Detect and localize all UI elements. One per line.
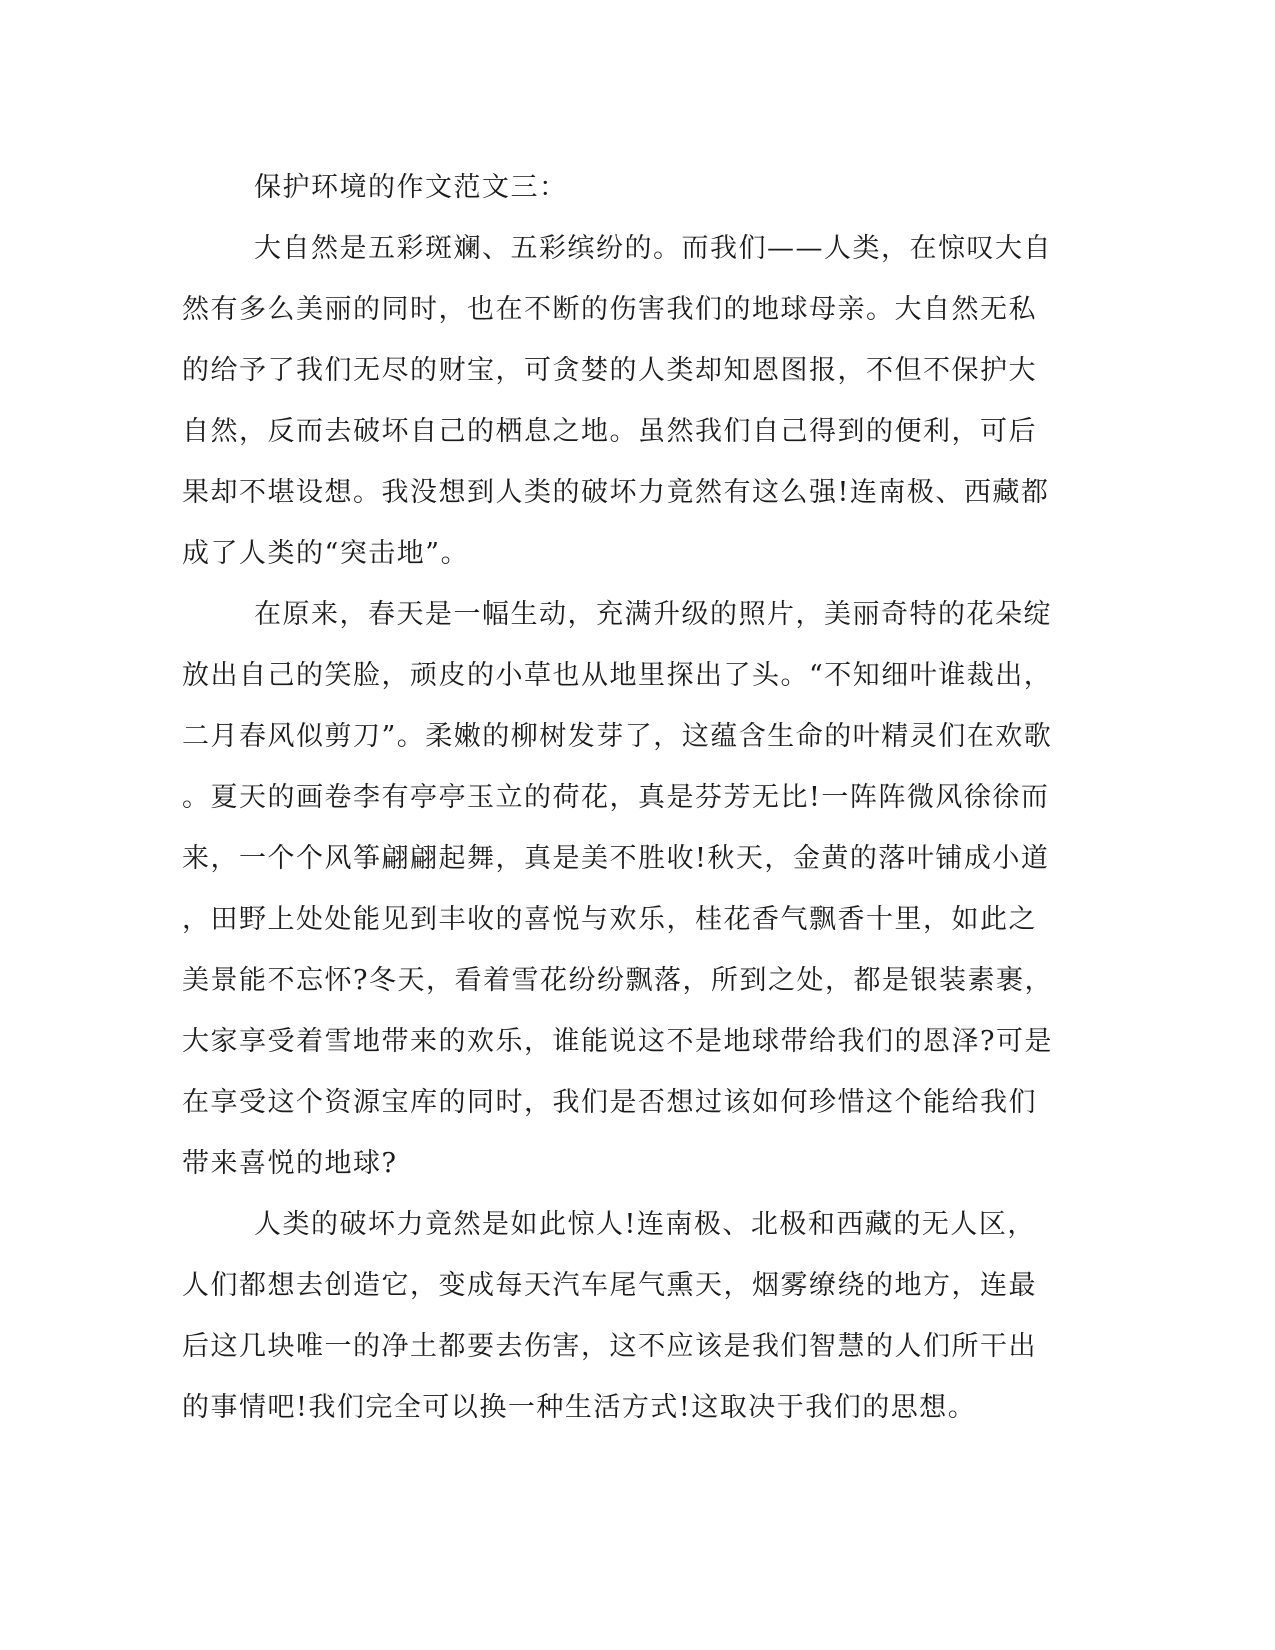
paragraph-line: 然有多么美丽的同时，也在不断的伤害我们的地球母亲。大自然无私 (182, 294, 1037, 325)
paragraph-line: 的给予了我们无尽的财宝，可贪婪的人类却知恩图报，不但不保护大 (182, 355, 1037, 386)
paragraph-line: 带来喜悦的地球? (182, 1148, 398, 1179)
document-body (182, 157, 1053, 1438)
paragraph-line: 放出自己的笑脸，顽皮的小草也从地里探出了头。“不知细叶谁裁出， (182, 660, 1053, 691)
essay-heading: 保护环境的作文范文三： (254, 172, 568, 203)
paragraph-line: ，田野上处处能见到丰收的喜悦与欢乐，桂花香气飘香十里，如此之 (182, 904, 1037, 935)
paragraph-line: 人们都想去创造它，变成每天汽车尾气熏天，烟雾缭绕的地方，连最 (182, 1270, 1037, 1301)
paragraph-line: 的事情吧!我们完全可以换一种生活方式!这取决于我们的思想。 (182, 1392, 977, 1423)
paragraph-line: 后这几块唯一的净土都要去伤害，这不应该是我们智慧的人们所干出 (182, 1331, 1037, 1362)
paragraph-line: 人类的破坏力竟然是如此惊人!连南极、北极和西藏的无人区， (254, 1209, 1036, 1240)
paragraph-line: 来，一个个风筝翩翩起舞，真是美不胜收!秋天，金黄的落叶铺成小道 (182, 843, 1050, 874)
paragraph-line: 在原来，春天是一幅生动，充满升级的照片，美丽奇特的花朵绽 (254, 599, 1052, 630)
paragraph-line: 美景能不忘怀?冬天，看着雪花纷纷飘落，所到之处，都是银装素裹， (182, 965, 1053, 996)
paragraph-line: 大家享受着雪地带来的欢乐，谁能说这不是地球带给我们的恩泽?可是 (182, 1026, 1053, 1057)
paragraph-2 (182, 584, 1053, 1194)
paragraph-line: 在享受这个资源宝库的同时，我们是否想过该如何珍惜这个能给我们 (182, 1087, 1037, 1118)
paragraph-line: 大自然是五彩斑斓、五彩缤纷的。而我们——人类，在惊叹大自 (254, 233, 1052, 264)
paragraph-line: 二月春风似剪刀”。柔嫩的柳树发芽了，这蕴含生命的叶精灵们在欢歌 (182, 721, 1053, 752)
paragraph-line: 成了人类的“突击地”。 (182, 538, 470, 569)
paragraph-1 (182, 218, 1052, 584)
paragraph-line: 。夏天的画卷李有亭亭玉立的荷花，真是芬芳无比!一阵阵微风徐徐而 (182, 782, 1050, 813)
paragraph-line: 自然，反而去破坏自己的栖息之地。虽然我们自己得到的便利，可后 (182, 416, 1037, 447)
paragraph-3 (182, 1194, 1042, 1438)
paragraph-line: 果却不堪设想。我没想到人类的破坏力竟然有这么强!连南极、西藏都 (182, 477, 1050, 508)
